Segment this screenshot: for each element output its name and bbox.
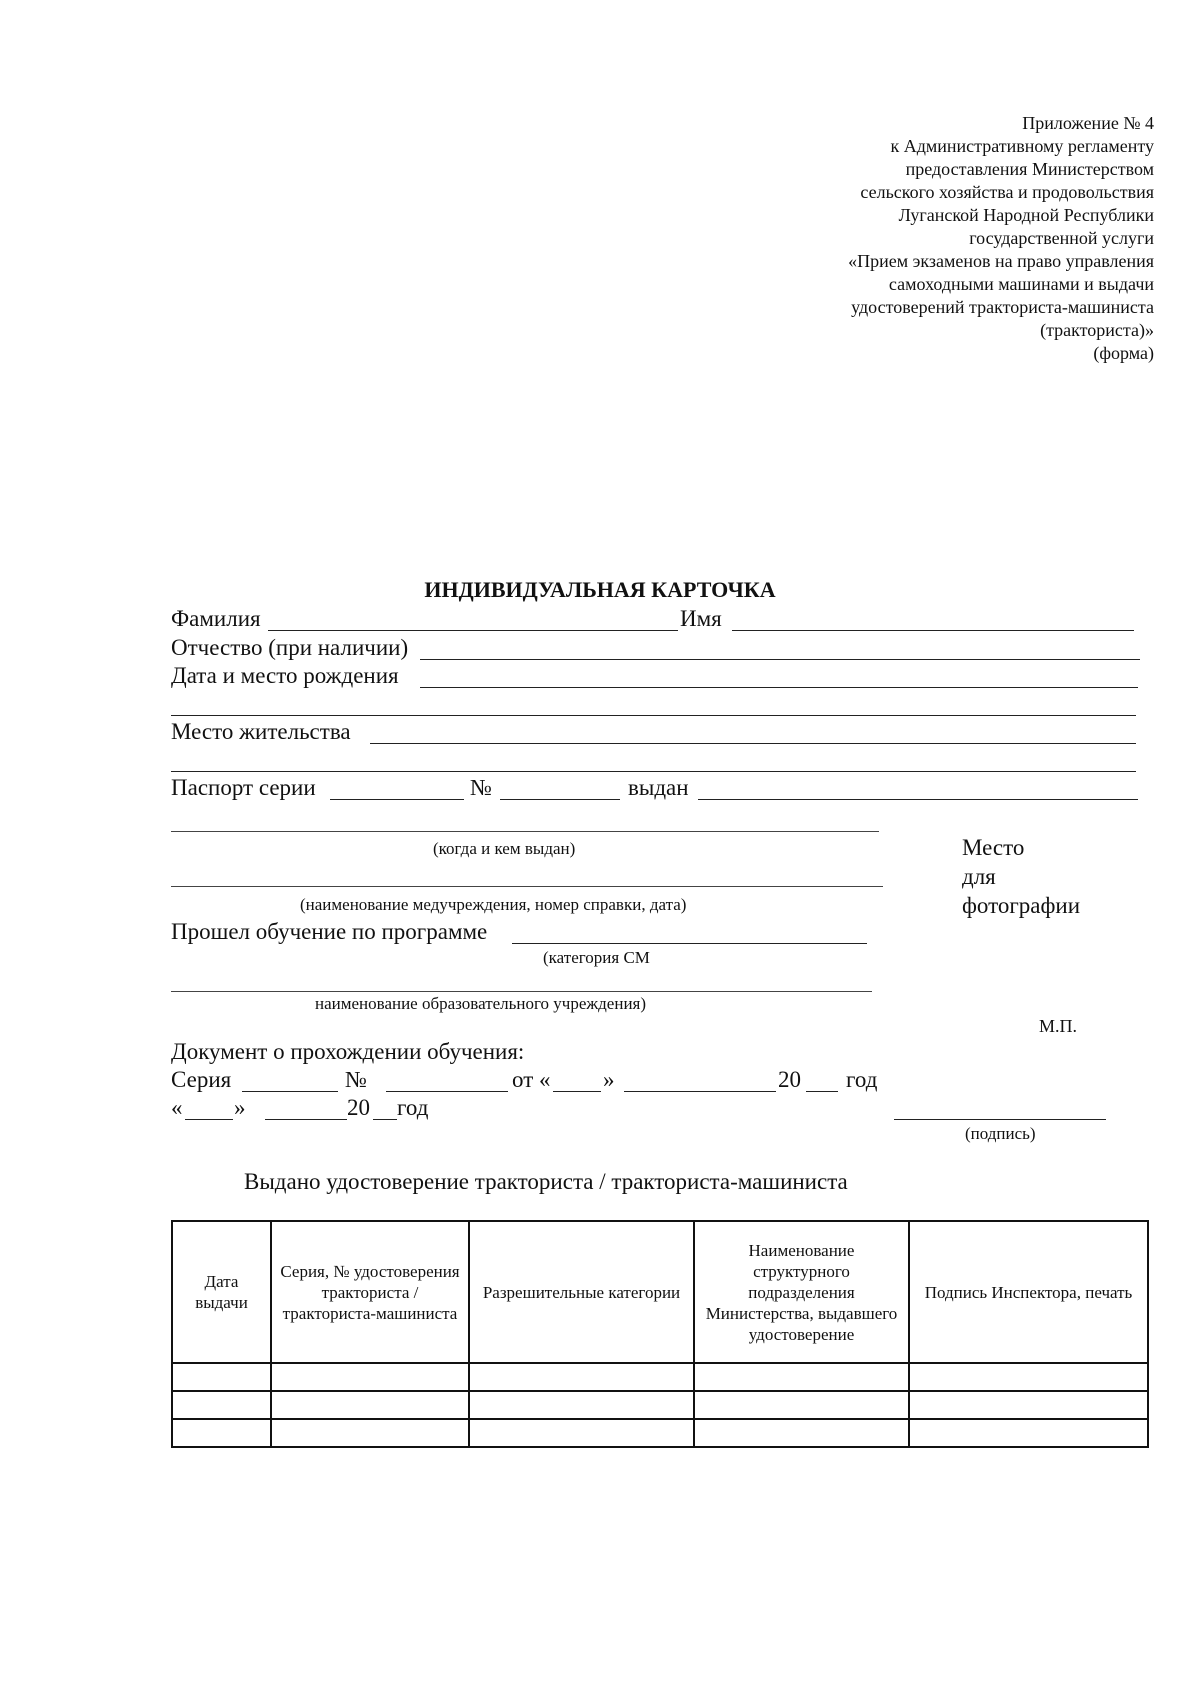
header-line: (тракториста)»	[1040, 320, 1154, 340]
table-cell[interactable]	[694, 1363, 909, 1391]
header-line: Приложение № 4	[1022, 113, 1154, 133]
table-cell[interactable]	[172, 1391, 271, 1419]
photo-label-line: Место	[962, 835, 1025, 860]
signature-field[interactable]	[894, 1119, 1106, 1120]
surname-label: Фамилия	[171, 606, 261, 631]
card-title: ИНДИВИДУАЛЬНАЯ КАРТОЧКА	[424, 577, 776, 602]
table-cell[interactable]	[172, 1363, 271, 1391]
surname-field[interactable]	[268, 630, 678, 631]
table-cell[interactable]	[271, 1363, 469, 1391]
passport-label: Паспорт серии	[171, 775, 316, 800]
document-year-label-2: год	[397, 1095, 429, 1120]
table-cell[interactable]	[469, 1419, 694, 1447]
table-cell[interactable]	[271, 1419, 469, 1447]
column-header-issue-date: Дата выдачи	[172, 1221, 271, 1363]
header-line: Луганской Народной Республики	[898, 205, 1154, 225]
photo-placeholder	[962, 833, 1080, 920]
patronymic-label: Отчество (при наличии)	[171, 635, 409, 660]
birth-field-line2[interactable]	[171, 715, 1136, 716]
annex-header	[594, 112, 1154, 365]
passport-issued-field[interactable]	[698, 799, 1138, 800]
residence-label: Место жительства	[171, 719, 351, 744]
document-open-quote-2: «	[171, 1095, 183, 1120]
header-line: «Прием экзаменов на право управления	[848, 251, 1154, 271]
table-cell[interactable]	[909, 1363, 1148, 1391]
document-close-quote: »	[603, 1067, 615, 1092]
photo-label-line: фотографии	[962, 893, 1081, 918]
passport-issued-label: выдан	[628, 775, 689, 800]
category-hint: (категория СМ	[543, 948, 650, 967]
document-year-label: год	[846, 1067, 878, 1092]
document-series-label: Серия	[171, 1067, 232, 1092]
header-line: государственной услуги	[969, 228, 1154, 248]
issued-by-field[interactable]	[171, 831, 879, 832]
issued-hint: (когда и кем выдан)	[433, 839, 576, 858]
name-label: Имя	[680, 606, 722, 631]
signature-hint: (подпись)	[965, 1124, 1036, 1143]
table-cell[interactable]	[271, 1391, 469, 1419]
table-cell[interactable]	[694, 1391, 909, 1419]
document-month-field-2[interactable]	[265, 1119, 347, 1120]
document-year-field[interactable]	[806, 1091, 838, 1092]
patronymic-field[interactable]	[420, 659, 1140, 660]
table-row	[172, 1391, 1148, 1419]
certificate-table	[171, 1220, 1149, 1448]
table-cell[interactable]	[172, 1419, 271, 1447]
medical-hint: (наименование медучреждения, номер справки, дата)	[300, 895, 687, 914]
document-heading: Документ о прохождении обучения:	[171, 1039, 525, 1064]
header-line: удостоверений тракториста-машиниста	[851, 297, 1154, 317]
training-program-field[interactable]	[512, 943, 867, 944]
table-row	[172, 1363, 1148, 1391]
document-year-prefix: 20	[778, 1067, 801, 1092]
medical-field[interactable]	[171, 886, 883, 887]
residence-field[interactable]	[370, 743, 1136, 744]
table-cell[interactable]	[909, 1391, 1148, 1419]
document-month-field[interactable]	[624, 1091, 776, 1092]
header-line: к Административному регламенту	[890, 136, 1154, 156]
document-day-field[interactable]	[553, 1091, 601, 1092]
issued-heading: Выдано удостоверение тракториста / тракториста-машиниста	[244, 1169, 848, 1194]
column-header-department: Наименование структурного подразделения Министерства, выдавшего удостоверение	[694, 1221, 909, 1363]
document-number-field[interactable]	[386, 1091, 508, 1092]
passport-number-field[interactable]	[500, 799, 620, 800]
table-header-row	[172, 1221, 1148, 1363]
column-header-inspector-signature: Подпись Инспектора, печать	[909, 1221, 1148, 1363]
training-label: Прошел обучение по программе	[171, 919, 488, 944]
birth-field[interactable]	[420, 687, 1138, 688]
table-cell[interactable]	[694, 1419, 909, 1447]
document-number-sign: №	[345, 1067, 367, 1092]
stamp-mark: М.П.	[1039, 1016, 1078, 1036]
table-cell[interactable]	[469, 1391, 694, 1419]
institution-hint: наименование образовательного учреждения)	[315, 994, 647, 1013]
table-row	[172, 1419, 1148, 1447]
column-header-categories: Разрешительные категории	[469, 1221, 694, 1363]
document-from-label: от «	[512, 1067, 551, 1092]
passport-number-sign: №	[470, 775, 492, 800]
document-year-prefix-2: 20	[347, 1095, 370, 1120]
document-series-field[interactable]	[242, 1091, 338, 1092]
document-day-field-2[interactable]	[185, 1119, 233, 1120]
residence-field-line2[interactable]	[171, 771, 1136, 772]
header-line: сельского хозяйства и продовольствия	[860, 182, 1154, 202]
photo-label-line: для	[962, 864, 996, 889]
header-line: (форма)	[1093, 343, 1154, 363]
passport-series-field[interactable]	[330, 799, 464, 800]
document-year-field-2[interactable]	[373, 1119, 397, 1120]
table-cell[interactable]	[469, 1363, 694, 1391]
table-cell[interactable]	[909, 1419, 1148, 1447]
column-header-series-number: Серия, № удостоверения тракториста / тракториста-машиниста	[271, 1221, 469, 1363]
header-line: предоставления Министерством	[905, 159, 1154, 179]
institution-field[interactable]	[171, 991, 872, 992]
birth-label: Дата и место рождения	[171, 663, 399, 688]
document-close-quote-2: »	[234, 1095, 246, 1120]
header-line: самоходными машинами и выдачи	[888, 274, 1154, 294]
name-field[interactable]	[732, 630, 1134, 631]
